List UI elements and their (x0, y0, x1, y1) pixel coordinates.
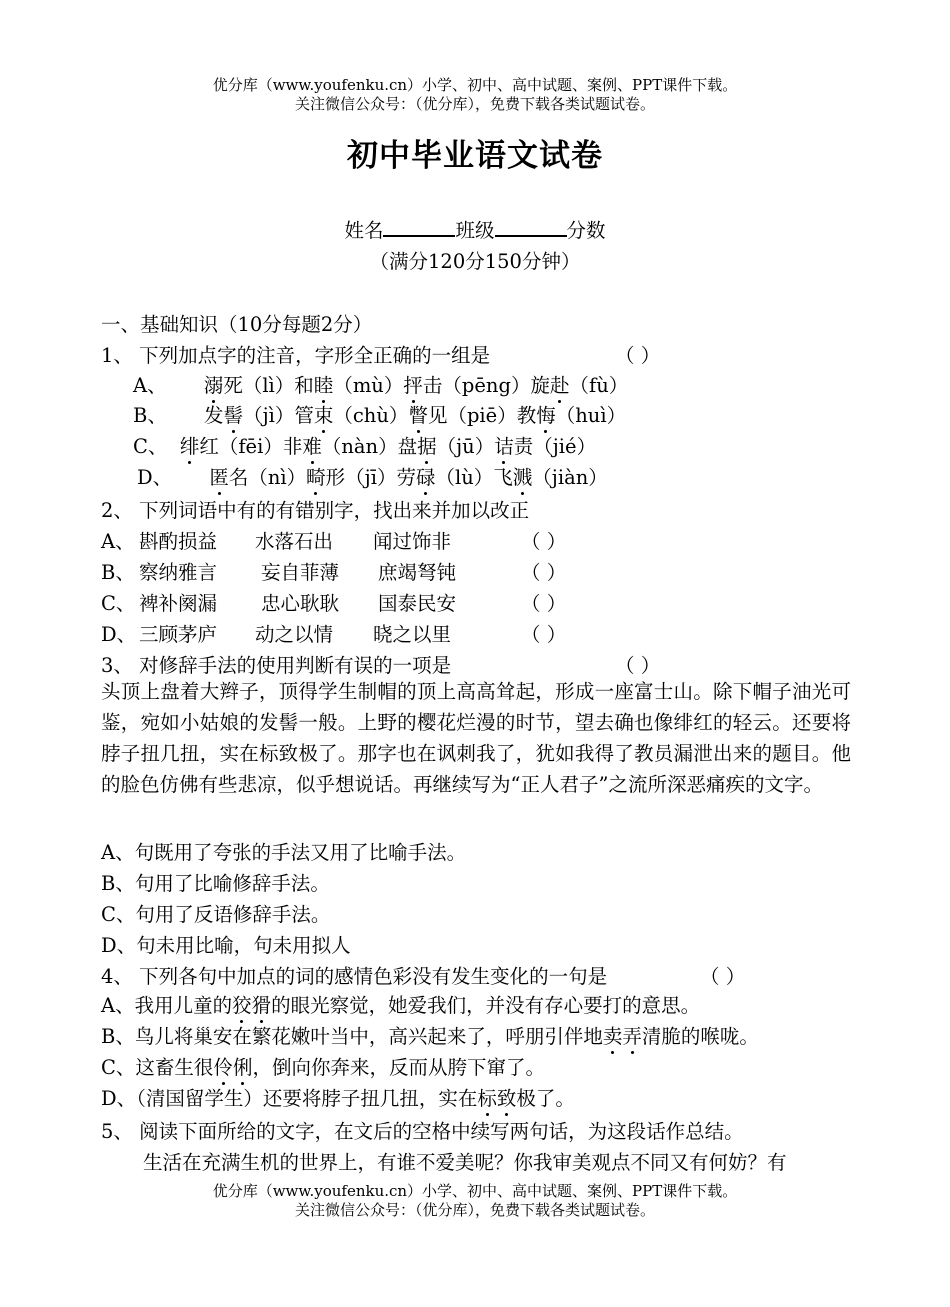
word: 三顾茅庐 (139, 623, 218, 646)
dotted-char: 据 (417, 431, 437, 459)
dotted-char: 髻 (224, 400, 244, 428)
word: 晓之以里 (373, 623, 452, 646)
text: （jì）管 (243, 404, 314, 427)
text: ，倒向你奔来，反而从胯下窜了。 (252, 1056, 545, 1079)
text: 红（fēi）非 (199, 435, 303, 458)
dotted-char: 碌 (416, 462, 436, 490)
text: 发 (204, 404, 224, 427)
word: 裨补阕漏 (139, 592, 218, 615)
text: （chù） (333, 404, 409, 427)
dotted-char: 俐 (233, 1052, 253, 1080)
dotted-char: 弄 (622, 1021, 642, 1049)
text: （fù） (569, 374, 629, 397)
dotted-char: 抨 (403, 370, 423, 398)
word: 察纳雅言 (139, 561, 218, 584)
dotted-char: 束 (314, 400, 334, 428)
q3-answer-paren: （ ） (615, 654, 661, 677)
q3-option-c: C、句用了反语修辞手法。 (101, 903, 331, 926)
dotted-char: 致 (497, 1083, 517, 1111)
exam-title: 初中毕业语文试卷 (347, 138, 603, 174)
class-label: 班级 (455, 219, 495, 242)
text: 名（nì） (228, 466, 307, 489)
answer-paren: （ ） (521, 592, 567, 615)
text: 极了。 (516, 1087, 575, 1110)
footer-line-1: 优分库（www.youfenku.cn）小学、初中、高中试题、案例、PPT课件下载。 (212, 1182, 738, 1200)
text: 击（pēng）旋 (422, 374, 550, 397)
q5-text: 生活在充满生机的世界上，有谁不爱美呢？你我审美观点不同又有何妨？有 (143, 1151, 787, 1174)
dotted-char: 赴 (550, 370, 570, 398)
dotted-char: 睦 (314, 370, 334, 398)
dotted-char: 狡 (232, 990, 252, 1018)
dotted-char: 瞥 (408, 400, 428, 428)
q1-option-b (133, 400, 626, 428)
q1-option-a (133, 370, 628, 398)
q1-option-d (137, 462, 608, 490)
option-label: A、 (133, 374, 167, 397)
name-blank[interactable] (383, 217, 455, 237)
score-label: 分数 (566, 219, 606, 242)
header-line-1: 优分库（www.youfenku.cn）小学、初中、高中试题、案例、PPT课件下载。 (212, 76, 738, 94)
section-1-heading: 一、基础知识（10分每题2分） (101, 313, 373, 336)
word: 忠心耿耿 (261, 592, 340, 615)
name-label: 姓名 (344, 219, 384, 242)
text: C、这畜生很 (101, 1056, 214, 1079)
text: （jiàn） (532, 466, 608, 489)
q4-option-b (101, 1021, 759, 1049)
answer-paren: （ ） (521, 530, 567, 553)
dotted-char: 畸 (306, 462, 326, 490)
dotted-char: 猾 (252, 990, 272, 1018)
q3-option-a: A、句既用了夸张的手法又用了比喻手法。 (101, 841, 467, 864)
q1-option-c (133, 431, 596, 459)
option-label: B、 (133, 404, 167, 427)
text: 死（lì）和 (223, 374, 314, 397)
word: 国泰民安 (378, 592, 457, 615)
text: 责（jié） (513, 435, 597, 458)
text: B、鸟儿将巢安在繁花嫩叶当中，高兴起来了，呼朋引伴地 (101, 1025, 603, 1048)
q4-stem: 4、 下列各句中加点的词的感情色彩没有发生变化的一句是 (101, 965, 608, 988)
word: 水落石出 (255, 530, 334, 553)
option-label: A、 (101, 530, 135, 553)
text: （mù） (333, 374, 404, 397)
dotted-char: 匿 (209, 462, 229, 490)
text: 清脆的喉咙。 (641, 1025, 759, 1048)
q1-stem: 1、 下列加点字的注音，字形全正确的一组是 (101, 344, 491, 367)
text: （jū） (436, 435, 495, 458)
full-score-note: （满分120分150分钟） (369, 250, 581, 273)
header-line-2: 关注微信公众号：（优分库），免费下载各类试题试卷。 (294, 95, 655, 113)
answer-paren: （ ） (521, 623, 567, 646)
q4-option-d (101, 1083, 575, 1111)
dotted-char: 难 (302, 431, 322, 459)
option-label: C、 (133, 435, 168, 458)
text: 见（piē）教 (427, 404, 537, 427)
class-blank[interactable] (495, 217, 567, 237)
dotted-char: 溺 (204, 370, 224, 398)
option-label: B、 (101, 561, 135, 584)
word: 斟酌损益 (139, 530, 218, 553)
word: 庶竭弩钝 (378, 561, 457, 584)
word: 闻过饰非 (373, 530, 452, 553)
footer-line-2: 关注微信公众号：（优分库），免费下载各类试题试卷。 (294, 1201, 655, 1219)
dotted-char: 卖 (603, 1021, 623, 1049)
option-label: C、 (101, 592, 136, 615)
word: 动之以情 (255, 623, 334, 646)
q3-stem: 3、 对修辞手法的使用判断有误的一项是 (101, 654, 452, 677)
q4-answer-paren: （ ） (700, 965, 746, 988)
text: 的眼光察觉，她爱我们，并没有存心要打的意思。 (271, 994, 701, 1017)
dotted-char: 标 (477, 1083, 497, 1111)
q4-option-a (101, 990, 700, 1018)
option-label: D、 (101, 623, 137, 646)
dotted-char: 诘 (494, 431, 514, 459)
word: 妄自菲薄 (261, 561, 340, 584)
text: （lù）飞 (435, 466, 513, 489)
dotted-char: 伶 (213, 1052, 233, 1080)
q3-option-b: B、句用了比喻修辞手法。 (101, 872, 330, 895)
q4-option-c (101, 1052, 545, 1080)
q3-option-d: D、句未用比喻，句未用拟人 (101, 934, 351, 957)
text: 形（jī）劳 (325, 466, 416, 489)
q3-passage: 头顶上盘着大辫子，顶得学生制帽的顶上高高耸起，形成一座富士山。除下帽子油光可鉴，宛如小姑娘的发髻一般。上野的樱花烂漫的时节，望去确也像绯红的轻云。还要将脖子扭几扭，实在标致极了。那字也在讽刺我了，犹如我得了教员漏泄出来的题目。他的脸色仿佛有些悲凉，似乎想说话。再继续写为“正人君子”之流所深恶痛疾的文字。 (101, 680, 851, 796)
dotted-char: 溅 (513, 462, 533, 490)
text: D、（清国留学生）还要将脖子扭几扭，实在 (101, 1087, 478, 1110)
dotted-char: 悔 (536, 400, 556, 428)
student-info (0, 215, 950, 243)
text: （huì） (555, 404, 627, 427)
option-label: D、 (137, 466, 173, 489)
dotted-char: 绯 (180, 431, 200, 459)
q5-stem: 5、 阅读下面所给的文字，在文后的空格中续写两句话，为这段话作总结。 (101, 1120, 744, 1143)
answer-paren: （ ） (521, 561, 567, 584)
text: （nàn）盘 (321, 435, 418, 458)
q2-stem: 2、 下列词语中有的有错别字，找出来并加以改正 (101, 499, 530, 522)
text: A、我用儿童的 (101, 994, 233, 1017)
q1-answer-paren: （ ） (615, 344, 661, 367)
